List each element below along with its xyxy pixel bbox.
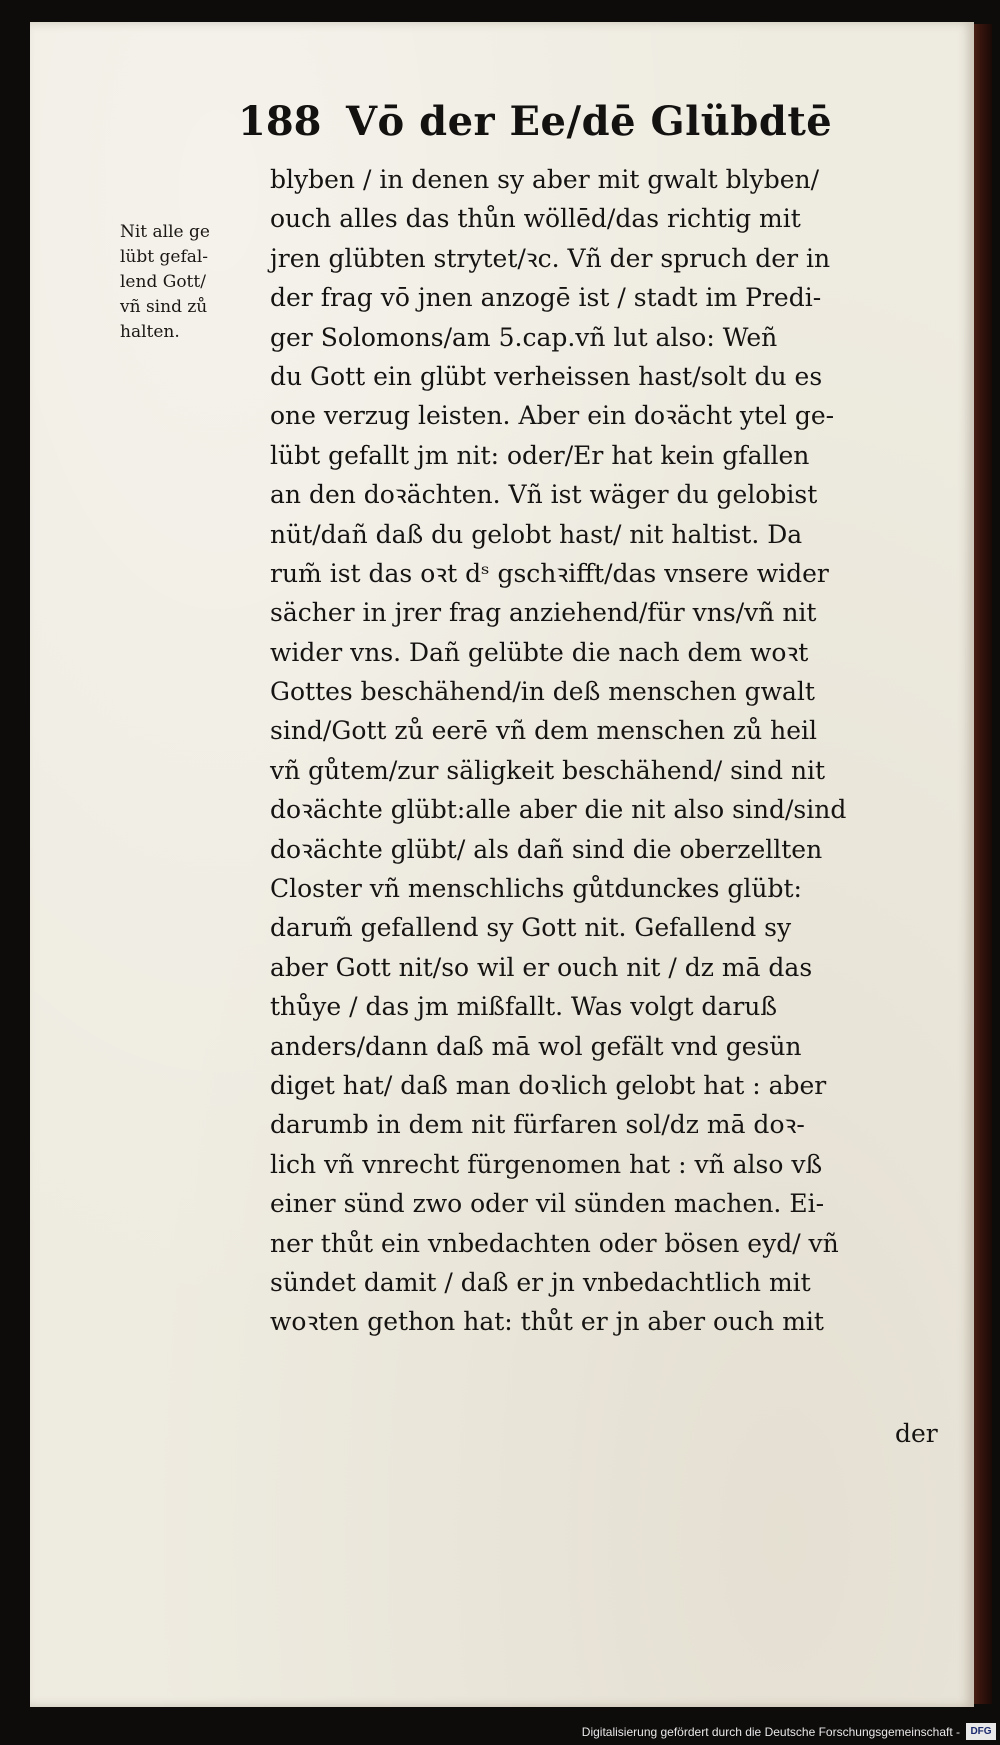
text-line: an den doꝛächten. Vñ ist wäger du gelobist [270, 480, 818, 510]
text-line: diget hat/ daß man doꝛlich gelobt hat : aber [270, 1070, 827, 1100]
page-number: 188 [238, 98, 322, 145]
text-line: darumb in dem nit fürfaren sol/dz mā doꝛ- [270, 1110, 805, 1140]
text-line: sind/Gott zů eerē vñ dem menschen zů heil [270, 716, 818, 746]
text-line: wider vns. Dañ gelübte die nach dem woꝛt [270, 637, 809, 667]
text-line: darum̃ gefallend sy Gott nit. Gefallend sy [270, 913, 792, 943]
text-line: one verzug leisten. Aber ein doꝛächt ytel ge- [270, 401, 835, 431]
margin-note-line: Nit alle ge [120, 222, 210, 242]
text-line: der frag vō jnen anzogē ist / stadt im Predi- [270, 283, 822, 313]
text-line: aber Gott nit/so wil er ouch nit / dz mā das [270, 952, 813, 982]
margin-note [120, 220, 250, 345]
text-line: einer sünd zwo oder vil sünden machen. Ei- [270, 1189, 825, 1219]
text-line: lich vñ vnrecht fürgenomen hat : vñ also vß [270, 1149, 823, 1179]
text-line: thůye / das jm mißfallt. Was volgt daruß [270, 992, 778, 1022]
text-line: Gottes beschähend/in deß menschen gwalt [270, 677, 815, 707]
text-line: ner thůt ein vnbedachten oder bösen eyd/ vñ [270, 1228, 839, 1258]
body-text [270, 160, 960, 1342]
text-line: jren glübten strytet/ꝛc. Vñ der spruch der in [270, 243, 831, 273]
text-line: anders/dann daß mā wol gefält vnd gesün [270, 1031, 802, 1061]
margin-note-line: lübt gefal- [120, 247, 209, 267]
text-line: vñ gůtem/zur säligkeit beschähend/ sind nit [270, 755, 826, 785]
footer-bar [0, 1720, 1000, 1745]
footer-credit: Digitalisierung gefördert durch die Deutsche Forschungsgemeinschaft - [581, 1725, 960, 1739]
text-line: doꝛächte glübt:alle aber die nit also sind/sind [270, 795, 847, 825]
text-line: lübt gefallt jm nit: oder/Er hat kein gfallen [270, 440, 810, 470]
catchword: der [895, 1419, 938, 1448]
text-line: sündet damit / daß er jn vnbedachtlich mit [270, 1267, 811, 1297]
text-line: nüt/dañ daß du gelobt hast/ nit haltist. Da [270, 519, 803, 549]
dfg-logo: DFG [966, 1723, 996, 1740]
page-header [238, 96, 878, 156]
text-line: du Gott ein glübt verheissen hast/solt du es [270, 361, 823, 391]
text-line: blyben / in denen sy aber mit gwalt blyben/ [270, 165, 820, 194]
text-line: rum̃ ist das oꝛt dˢ gschꝛifft/das vnsere wider [270, 558, 829, 588]
margin-note-line: halten. [120, 322, 180, 342]
text-line: Closter vñ menschlichs gůtdunckes glübt: [270, 874, 802, 904]
running-title: Vō der Ee/dē Glübdtē [346, 98, 833, 145]
text-line: woꝛten gethon hat: thůt er jn aber ouch mit [270, 1307, 824, 1337]
text-line: doꝛächte glübt/ als dañ sind die oberzellten [270, 834, 823, 864]
text-line: ouch alles das thůn wöllēd/das richtig mit [270, 204, 801, 234]
margin-note-line: lend Gott/ [120, 272, 206, 292]
text-line: sächer in jrer frag anziehend/für vns/vñ nit [270, 598, 817, 628]
text-line: ger Solomons/am 5.cap.vñ lut also: Weñ [270, 322, 778, 352]
margin-note-line: vñ sind zů [120, 297, 208, 317]
